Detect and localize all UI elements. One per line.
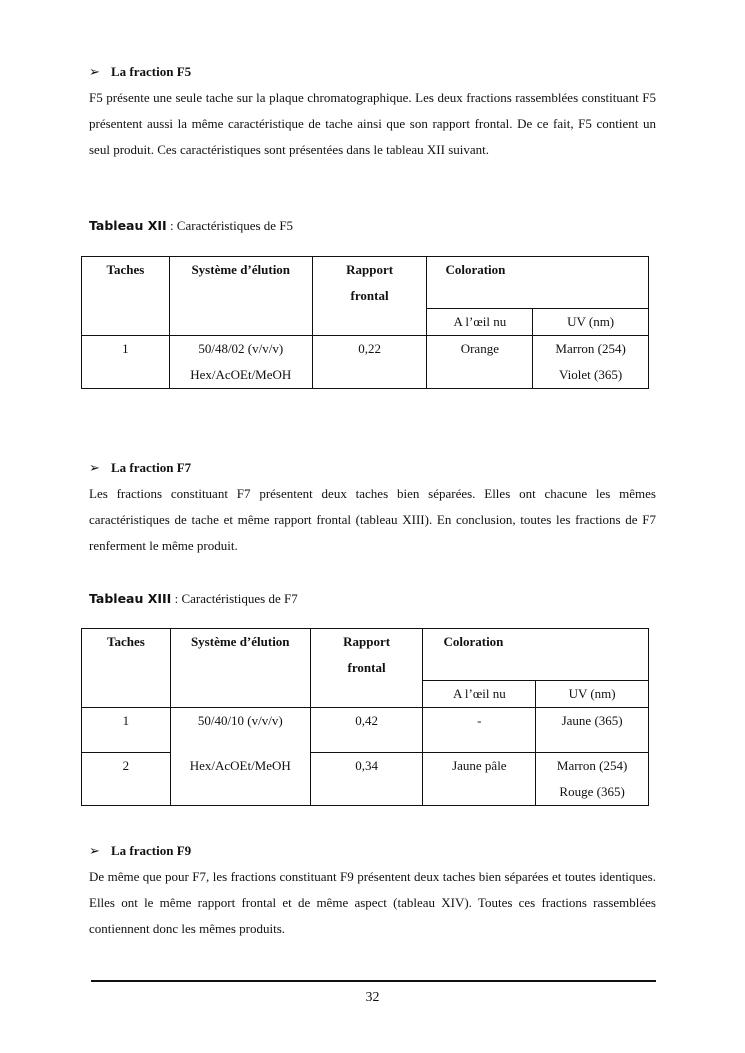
- table-caption-f5: Tableau XII : Caractéristiques de F5: [89, 218, 294, 233]
- cell-tache: 1: [82, 336, 170, 389]
- cell-uv: Jaune (365): [536, 708, 649, 753]
- header-rapport: Rapport frontal: [312, 257, 427, 336]
- cell-oeil: Jaune pâle: [423, 753, 536, 806]
- cell-systeme: Hex/AcOEt/MeOH: [170, 753, 310, 806]
- header-uv: UV (nm): [536, 681, 649, 708]
- table-row: [82, 708, 649, 753]
- header-taches: Taches: [82, 629, 171, 708]
- paragraph-f7: Les fractions constituant F7 présentent deux taches bien séparées. Elles ont chacune les mêmes caractéristiques de tache et même rapport frontal (tableau XIII). En conclusion, toutes les fractions de F7 renferment le même produit.: [89, 486, 656, 553]
- cell-rapport: 0,34: [310, 753, 423, 806]
- header-uv: UV (nm): [533, 309, 649, 336]
- cell-rapport: 0,42: [310, 708, 423, 753]
- cell-rapport: 0,22: [312, 336, 427, 389]
- table-f7: [81, 628, 649, 806]
- header-oeil-nu: A l’œil nu: [423, 681, 536, 708]
- cell-tache: 2: [82, 753, 171, 806]
- header-systeme: Système d’élution: [169, 257, 312, 336]
- cell-uv: Marron (254) Rouge (365): [536, 753, 649, 806]
- page-number: 32: [365, 990, 380, 1005]
- table-row: [82, 753, 649, 806]
- table-f5: [81, 256, 649, 389]
- section-heading-f7: ➢ La fraction F7: [89, 460, 192, 475]
- cell-uv: Marron (254) Violet (365): [533, 336, 649, 389]
- header-oeil-nu: A l’œil nu: [427, 309, 533, 336]
- cell-oeil: -: [423, 708, 536, 753]
- header-rapport: Rapport frontal: [310, 629, 423, 708]
- cell-oeil: Orange: [427, 336, 533, 389]
- table-caption-f7: Tableau XIII : Caractéristiques de F7: [89, 591, 298, 606]
- table-row: [82, 336, 649, 389]
- paragraph-f9: De même que pour F7, les fractions constituant F9 présentent deux taches bien séparées et toutes identiques. Elles ont le même rapport frontal et de même aspect (tableau XIV). Toutes ces fractions rassemblées contiennent donc les mêmes produits.: [89, 869, 656, 936]
- arrow-bullet-icon: ➢: [89, 64, 100, 79]
- arrow-bullet-icon: ➢: [89, 843, 100, 858]
- arrow-bullet-icon: ➢: [89, 460, 100, 475]
- header-taches: Taches: [82, 257, 170, 336]
- footer-divider: [91, 980, 656, 982]
- section-heading-f5: ➢ La fraction F5: [89, 64, 192, 79]
- header-coloration: Coloration: [427, 257, 649, 309]
- section-heading-f9: ➢ La fraction F9: [89, 843, 192, 858]
- header-systeme: Système d’élution: [170, 629, 310, 708]
- cell-systeme: 50/40/10 (v/v/v): [170, 708, 310, 753]
- cell-systeme: 50/48/02 (v/v/v) Hex/AcOEt/MeOH: [169, 336, 312, 389]
- cell-tache: 1: [82, 708, 171, 753]
- paragraph-f5: F5 présente une seule tache sur la plaque chromatographique. Les deux fractions rassemblées constituant F5 présentent aussi la même caractéristique de tache ainsi que son rapport frontal. De ce fait, F5 contient un seul produit. Ces caractéristiques sont présentées dans le tableau XII suivant.: [89, 90, 656, 157]
- header-coloration: Coloration: [423, 629, 649, 681]
